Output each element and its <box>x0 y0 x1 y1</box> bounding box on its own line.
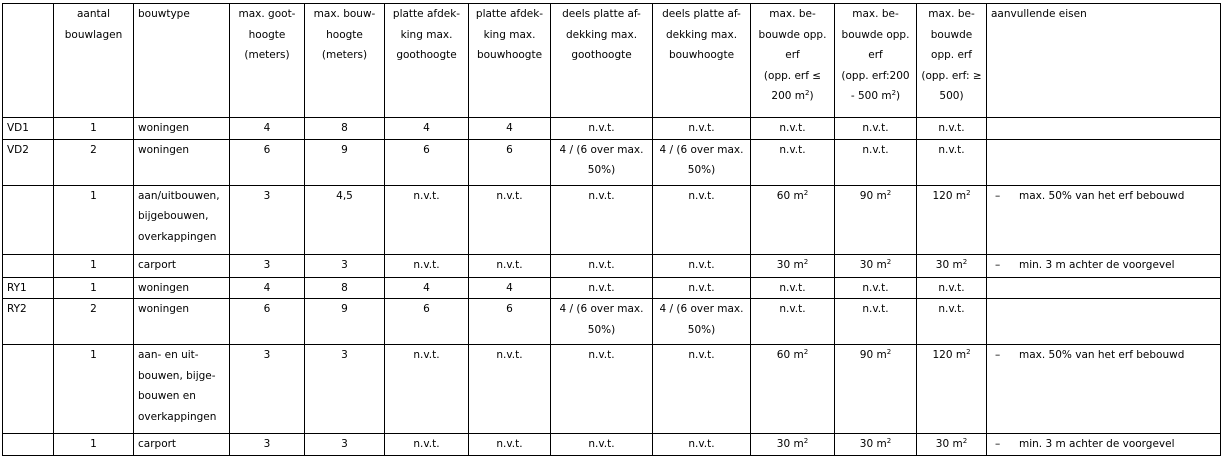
cell-opp-200-500: 90 $m^2$ <box>835 345 917 434</box>
cell-goothoogte: 3 <box>230 254 305 277</box>
cell-opp-200: 60 $m^2$ <box>751 345 835 434</box>
header-row <box>3 4 1221 118</box>
cell-platte-bouw: n.v.t. <box>469 185 551 254</box>
dash-bullet: – <box>995 349 1001 361</box>
zoning-table <box>2 3 1221 456</box>
eisen-text: min. 3 m achter de voorgevel <box>1019 258 1175 271</box>
cell-opp-500: 120 $m^2$ <box>917 345 987 434</box>
eisen-text: max. 50% van het erf bebouwd <box>1019 189 1185 202</box>
cell-bouwhoogte: 8 <box>305 118 385 140</box>
header-cell-bouwtype: bouwtype <box>134 4 230 118</box>
cell-opp-500: n.v.t. <box>917 299 987 345</box>
cell-opp-200: 60 $m^2$ <box>751 185 835 254</box>
cell-platte-goot: 6 <box>385 299 469 345</box>
cell-opp-200: 30 $m^2$ <box>751 254 835 277</box>
cell-eisen <box>987 139 1221 185</box>
cell-platte-goot: 6 <box>385 139 469 185</box>
table-row <box>3 139 1221 185</box>
cell-eisen <box>987 345 1221 434</box>
cell-bouwlagen: 1 <box>54 185 134 254</box>
cell-eisen <box>987 277 1221 299</box>
header-cell-bouwhoogte: max. bouw- hoogte (meters) <box>305 4 385 118</box>
eisen-text: max. 50% van het erf bebouwd <box>1019 349 1185 361</box>
header-cell-deels-bouw: deels platte af- dekking max. bouwhoogte <box>653 4 751 118</box>
table-row <box>3 434 1221 456</box>
cell-deels-goot: n.v.t. <box>551 118 653 140</box>
dash-bullet: – <box>995 189 1001 202</box>
header-cell-goothoogte: max. goot- hoogte (meters) <box>230 4 305 118</box>
cell-zone <box>3 254 54 277</box>
cell-opp-200-500: 90 $m^2$ <box>835 185 917 254</box>
cell-bouwhoogte: 9 <box>305 139 385 185</box>
cell-platte-goot: n.v.t. <box>385 185 469 254</box>
cell-deels-goot: n.v.t. <box>551 185 653 254</box>
cell-bouwlagen: 1 <box>54 277 134 299</box>
cell-zone <box>3 185 54 254</box>
cell-goothoogte: 3 <box>230 434 305 456</box>
dash-bullet: – <box>995 438 1001 450</box>
cell-zone <box>3 345 54 434</box>
cell-deels-bouw: n.v.t. <box>653 277 751 299</box>
bouwtype-text: aan- en uit-bouwen, bijge-bouwen en overkappingen <box>138 349 217 423</box>
cell-bouwlagen: 1 <box>54 254 134 277</box>
cell-opp-200-500: n.v.t. <box>835 299 917 345</box>
header-cell-opp-200: max. be- bouwde opp. erf (opp. erf ≤ 200 $m^2$) <box>751 4 835 118</box>
cell-eisen <box>987 299 1221 345</box>
cell-bouwhoogte: 8 <box>305 277 385 299</box>
cell-bouwlagen: 2 <box>54 299 134 345</box>
cell-platte-goot: n.v.t. <box>385 254 469 277</box>
cell-goothoogte: 3 <box>230 345 305 434</box>
cell-platte-bouw: n.v.t. <box>469 434 551 456</box>
table-row <box>3 277 1221 299</box>
cell-zone: RY1 <box>3 277 54 299</box>
table-row <box>3 299 1221 345</box>
cell-bouwtype: woningen <box>134 118 230 140</box>
bouwtype-text: aan/uitbouwen, bijgebouwen, overkappingen <box>138 189 220 243</box>
cell-eisen <box>987 118 1221 140</box>
cell-bouwhoogte: 3 <box>305 254 385 277</box>
cell-bouwtype: woningen <box>134 299 230 345</box>
cell-bouwtype <box>134 185 230 254</box>
cell-zone: RY2 <box>3 299 54 345</box>
cell-deels-bouw: n.v.t. <box>653 118 751 140</box>
cell-deels-goot: n.v.t. <box>551 254 653 277</box>
header-cell-opp-500: max. be- bouwde opp. erf (opp. erf: ≥ 500) <box>917 4 987 118</box>
cell-goothoogte: 4 <box>230 118 305 140</box>
cell-opp-200: n.v.t. <box>751 277 835 299</box>
cell-deels-bouw: n.v.t. <box>653 254 751 277</box>
cell-opp-500: n.v.t. <box>917 118 987 140</box>
cell-deels-bouw: 4 / (6 over max. 50%) <box>653 299 751 345</box>
cell-bouwlagen: 1 <box>54 118 134 140</box>
cell-bouwlagen: 2 <box>54 139 134 185</box>
cell-bouwhoogte: 9 <box>305 299 385 345</box>
dash-bullet: – <box>995 258 1001 271</box>
page <box>2 3 1221 456</box>
cell-opp-200: 30 $m^2$ <box>751 434 835 456</box>
cell-bouwtype <box>134 345 230 434</box>
cell-platte-bouw: 6 <box>469 299 551 345</box>
cell-platte-goot: 4 <box>385 118 469 140</box>
cell-eisen <box>987 254 1221 277</box>
cell-deels-goot: 4 / (6 over max. 50%) <box>551 139 653 185</box>
cell-deels-bouw: 4 / (6 over max. 50%) <box>653 139 751 185</box>
cell-bouwtype: woningen <box>134 139 230 185</box>
table-row <box>3 254 1221 277</box>
cell-deels-bouw: n.v.t. <box>653 434 751 456</box>
header-cell-deels-goot: deels platte af- dekking max. goothoogte <box>551 4 653 118</box>
eisen-text: min. 3 m achter de voorgevel <box>1019 438 1175 450</box>
cell-bouwhoogte: 4,5 <box>305 185 385 254</box>
header-cell-eisen: aanvullende eisen <box>987 4 1221 118</box>
cell-bouwlagen: 1 <box>54 345 134 434</box>
cell-goothoogte: 6 <box>230 139 305 185</box>
header-cell-zone <box>3 4 54 118</box>
cell-zone <box>3 434 54 456</box>
cell-platte-bouw: n.v.t. <box>469 345 551 434</box>
cell-goothoogte: 4 <box>230 277 305 299</box>
header-cell-platte-bouw: platte afdek- king max. bouwhoogte <box>469 4 551 118</box>
table-row <box>3 118 1221 140</box>
cell-opp-200-500: n.v.t. <box>835 277 917 299</box>
cell-bouwhoogte: 3 <box>305 434 385 456</box>
header-cell-opp-200-500: max. be- bouwde opp. erf (opp. erf:200 - 500 $m^2$) <box>835 4 917 118</box>
cell-opp-200: n.v.t. <box>751 118 835 140</box>
cell-eisen <box>987 434 1221 456</box>
cell-deels-bouw: n.v.t. <box>653 185 751 254</box>
cell-opp-200-500: 30 $m^2$ <box>835 434 917 456</box>
cell-opp-200-500: n.v.t. <box>835 118 917 140</box>
cell-platte-bouw: 4 <box>469 277 551 299</box>
cell-eisen <box>987 185 1221 254</box>
table-row <box>3 345 1221 434</box>
cell-bouwlagen: 1 <box>54 434 134 456</box>
cell-platte-bouw: n.v.t. <box>469 254 551 277</box>
cell-opp-500: n.v.t. <box>917 139 987 185</box>
cell-platte-bouw: 4 <box>469 118 551 140</box>
cell-opp-200: n.v.t. <box>751 299 835 345</box>
cell-bouwtype: carport <box>134 434 230 456</box>
cell-opp-500: 30 $m^2$ <box>917 434 987 456</box>
cell-opp-500: 120 $m^2$ <box>917 185 987 254</box>
cell-platte-goot: 4 <box>385 277 469 299</box>
cell-bouwhoogte: 3 <box>305 345 385 434</box>
cell-deels-bouw: n.v.t. <box>653 345 751 434</box>
cell-deels-goot: n.v.t. <box>551 345 653 434</box>
cell-opp-500: 30 $m^2$ <box>917 254 987 277</box>
cell-deels-goot: 4 / (6 over max. 50%) <box>551 299 653 345</box>
cell-platte-bouw: 6 <box>469 139 551 185</box>
cell-platte-goot: n.v.t. <box>385 345 469 434</box>
cell-bouwtype: woningen <box>134 277 230 299</box>
cell-bouwtype: carport <box>134 254 230 277</box>
cell-zone: VD1 <box>3 118 54 140</box>
header-cell-platte-goot: platte afdek- king max. goothoogte <box>385 4 469 118</box>
cell-opp-200-500: 30 $m^2$ <box>835 254 917 277</box>
cell-goothoogte: 6 <box>230 299 305 345</box>
cell-deels-goot: n.v.t. <box>551 434 653 456</box>
header-cell-bouwlagen: aantal bouwlagen <box>54 4 134 118</box>
cell-opp-200: n.v.t. <box>751 139 835 185</box>
cell-zone: VD2 <box>3 139 54 185</box>
cell-platte-goot: n.v.t. <box>385 434 469 456</box>
cell-opp-500: n.v.t. <box>917 277 987 299</box>
table-row <box>3 185 1221 254</box>
cell-opp-200-500: n.v.t. <box>835 139 917 185</box>
cell-goothoogte: 3 <box>230 185 305 254</box>
cell-deels-goot: n.v.t. <box>551 277 653 299</box>
